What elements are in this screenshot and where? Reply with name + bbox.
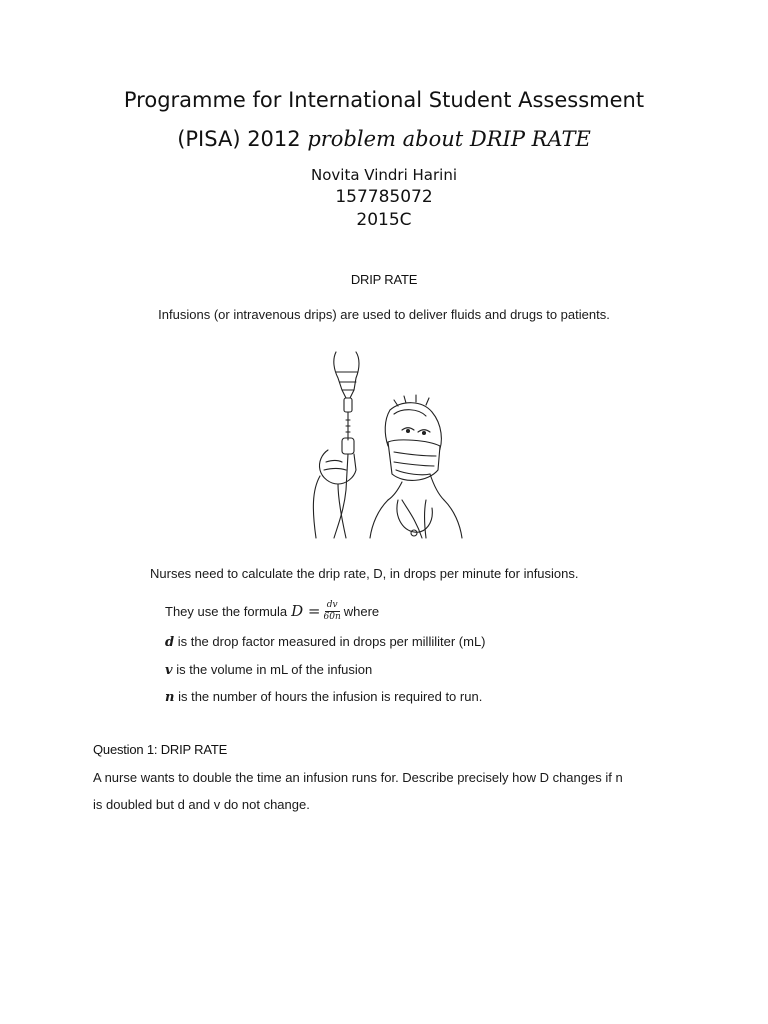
formula-denominator: 60n — [323, 611, 341, 622]
var-n-text: is the number of hours the infusion is required to run. — [178, 689, 483, 704]
intro-text: Infusions (or intravenous drips) are used to deliver fluids and drugs to patients. — [158, 307, 610, 322]
nurse-holding-iv-bag-illustration — [298, 350, 468, 540]
title-line-2 — [0, 127, 768, 151]
formula-lead: Nurses need to calculate the drip rate, D, in drops per minute for infusions. — [150, 566, 579, 581]
var-v-line — [165, 662, 372, 678]
var-d-symbol: d — [165, 635, 175, 650]
section-heading: DRIP RATE — [350, 272, 418, 287]
nurse-illustration — [298, 350, 468, 540]
title-prefix: (PISA) 2012 — [177, 127, 301, 151]
author-name: Novita Vindri Harini — [311, 166, 457, 184]
var-v-symbol: v — [165, 663, 173, 678]
formula-line — [165, 598, 379, 624]
formula-lhs: D = — [291, 602, 321, 620]
formula-suffix: where — [343, 603, 380, 619]
formula-numerator: dv — [326, 599, 338, 610]
var-n-line — [165, 689, 482, 705]
class-code: 2015C — [356, 210, 412, 230]
var-v-text: is the volume in mL of the infusion — [176, 662, 373, 677]
student-id: 157785072 — [335, 187, 433, 207]
var-d-text: is the drop factor measured in drops per milliliter (mL) — [177, 634, 486, 649]
formula-fraction — [324, 600, 341, 623]
question-heading: Question 1: DRIP RATE — [93, 742, 228, 757]
title-italic: problem about DRIP RATE — [307, 127, 591, 151]
title-line-1: Programme for International Student Assessment — [123, 88, 645, 112]
question-line-1: A nurse wants to double the time an infusion runs for. Describe precisely how D changes if n — [93, 770, 623, 785]
var-n-symbol: n — [165, 690, 175, 705]
var-d-line — [165, 634, 486, 650]
formula-prefix: They use the formula — [165, 603, 288, 619]
question-line-2: is doubled but d and v do not change. — [93, 797, 310, 812]
